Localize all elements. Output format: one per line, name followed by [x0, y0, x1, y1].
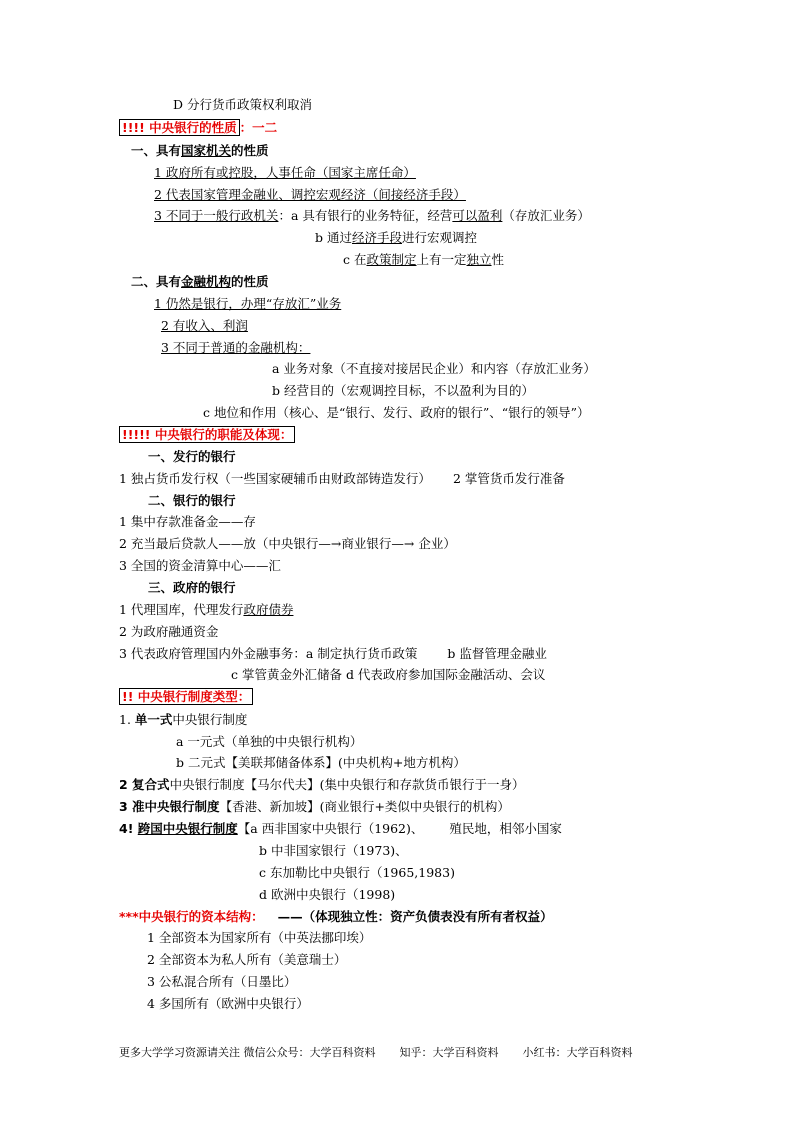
system-type-1b: b 二元式【美联邦储备体系】(中央机构+地方机构） [176, 755, 466, 770]
heading-functions: !!!!! 中央银行的职能及体现： [119, 427, 295, 443]
system-type-4c: c 东加勒比中央银行（1965,1983) [259, 865, 455, 880]
government-point-1: 1 代理国库，代理发行政府债券 [119, 602, 294, 617]
footer-xiaohongshu: 小红书：大学百科资料 [522, 1046, 633, 1059]
state-organ-point-3c: c 在政策制定上有一定独立性 [343, 252, 505, 267]
capital-point-2: 2 全部资本为私人所有（美意瑞士） [147, 952, 347, 967]
system-type-3: 3 准中央银行制度【香港、新加坡】(商业银行+类似中央银行的机构） [119, 799, 510, 814]
capital-point-4: 4 多国所有（欧洲中央银行） [147, 996, 309, 1011]
option-d-line: D 分行货币政策权利取消 [173, 97, 312, 112]
bankers-point-2: 2 充当最后贷款人——放（中央银行—→商业银行—→ 企业） [119, 536, 456, 551]
footer [119, 1045, 633, 1061]
state-organ-point-1: 1 政府所有或控股，人事任命（国家主席任命） [154, 165, 416, 180]
capital-point-1: 1 全部资本为国家所有（中英法挪印埃） [147, 930, 372, 945]
financial-point-3c: c 地位和作用（核心、是“银行、发行、政府的银行”、“银行的领导”） [203, 405, 590, 420]
financial-point-2: 2 有收入、利润 [161, 318, 248, 333]
footer-zhihu: 知乎：大学百科资料 [399, 1046, 499, 1059]
system-type-1a: a 一元式（单独的中央银行机构） [176, 734, 363, 749]
state-organ-point-2: 2 代表国家管理金融业、调控宏观经济（间接经济手段） [154, 187, 466, 202]
system-type-2: 2 复合式中央银行制度【马尔代夫】(集中央银行和存款货币银行于一身） [119, 777, 525, 792]
system-type-4: 4! 跨国中央银行制度【a 西非国家中央银行（1962)、 殖民地，相邻小国家 [119, 821, 562, 836]
system-type-4b: b 中非国家银行（1973)、 [259, 843, 408, 858]
system-type-4d: d 欧洲中央银行（1998) [259, 887, 396, 902]
subheading-bankers-bank: 二、银行的银行 [148, 493, 236, 508]
financial-point-3a: a 业务对象（不直接对接居民企业）和内容（存放汇业务） [272, 361, 596, 376]
heading-system-types: !! 中央银行制度类型： [119, 689, 253, 705]
issuing-point-1: 1 独占货币发行权（一些国家硬辅币由财政部铸造发行） 2 掌管货币发行准备 [119, 471, 565, 486]
system-type-1: 1. 单一式中央银行制度 [119, 712, 248, 727]
government-point-2: 2 为政府融通资金 [119, 624, 219, 639]
capital-point-3: 3 公私混合所有（日墨比） [147, 974, 297, 989]
subheading-financial-institution: 二、具有金融机构的性质 [131, 274, 269, 289]
financial-point-1: 1 仍然是银行，办理“存放汇”业务 [154, 296, 342, 311]
heading-central-bank-nature: !!!! 中央银行的性质 ：一二 [119, 120, 277, 136]
financial-point-3: 3 不同于普通的金融机构： [161, 340, 311, 355]
heading-capital-structure: ***中央银行的资本结构： ——（体现独立性：资产负债表没有所有者权益） [119, 909, 553, 924]
bankers-point-1: 1 集中存款准备金——存 [119, 514, 256, 529]
state-organ-point-3b: b 通过经济手段进行宏观调控 [315, 230, 478, 245]
subheading-issuing-bank: 一、发行的银行 [148, 449, 236, 464]
financial-point-3b: b 经营目的（宏观调控目标，不以盈利为目的） [272, 383, 534, 398]
government-point-3: 3 代表政府管理国内外金融事务：a 制定执行货币政策 b 监督管理金融业 [119, 646, 547, 661]
subheading-government-bank: 三、政府的银行 [148, 580, 236, 595]
state-organ-point-3: 3 不同于一般行政机关：a 具有银行的业务特征，经营可以盈利（存放汇业务） [154, 208, 590, 223]
footer-wechat: 更多大学学习资源请关注 微信公众号：大学百科资料 [119, 1046, 376, 1059]
bankers-point-3: 3 全国的资金清算中心——汇 [119, 558, 281, 573]
government-point-3cd: c 掌管黄金外汇储备 d 代表政府参加国际金融活动、会议 [231, 667, 546, 682]
subheading-state-organ: 一、具有国家机关的性质 [131, 143, 269, 158]
